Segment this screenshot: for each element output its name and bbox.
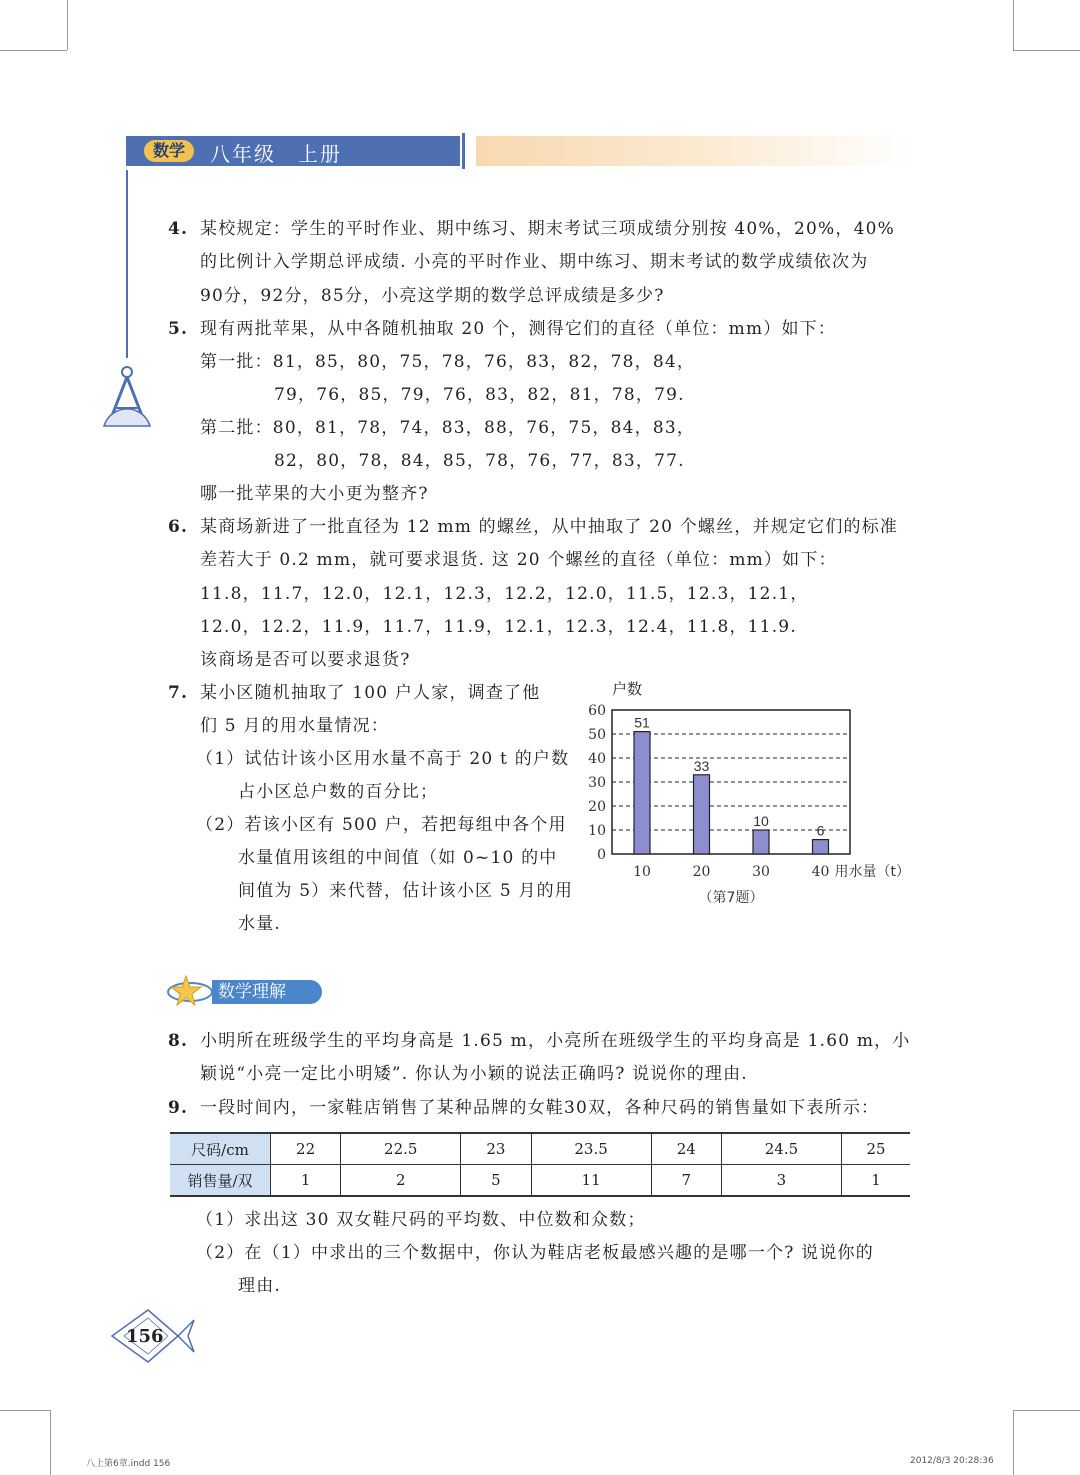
x-tick-label: 40 bbox=[811, 864, 830, 880]
y-tick-label: 40 bbox=[588, 751, 606, 767]
problem-4-line-3: 90分，92分，85分，小亮这学期的数学总评成绩是多少? bbox=[200, 286, 665, 306]
shoe-sales-table bbox=[170, 1132, 910, 1197]
crop-mark bbox=[1013, 1410, 1080, 1411]
table-cell: 3 bbox=[721, 1165, 841, 1197]
y-tick-label: 50 bbox=[588, 727, 606, 743]
bar bbox=[813, 840, 829, 854]
bar-value-label: 6 bbox=[816, 822, 825, 839]
problem-7-line-6: 水量值用该组的中间值（如 0~10 的中 bbox=[238, 848, 558, 868]
problem-9-line-1: 一段时间内，一家鞋店销售了某种品牌的女鞋30双，各种尺码的销售量如下表所示： bbox=[200, 1098, 880, 1118]
table-row bbox=[170, 1133, 910, 1165]
problem-4-line-2: 的比例计入学期总评成绩. 小亮的平时作业、期中练习、期末考试的数学成绩依次为 bbox=[200, 252, 869, 272]
problem-8-line-1: 小明所在班级学生的平均身高是 1.65 m，小亮所在班级学生的平均身高是 1.60 m，小 bbox=[200, 1031, 911, 1051]
crop-mark bbox=[1013, 0, 1014, 50]
table-row bbox=[170, 1165, 910, 1197]
table-cell: 25 bbox=[842, 1133, 910, 1165]
problem-8-line-2: 颖说“小亮一定比小明矮”. 你认为小颖的说法正确吗? 说说你的理由. bbox=[200, 1064, 748, 1084]
problem-5-line-2: 第一批：81，85，80，75，78，76，83，82，78，84， bbox=[200, 352, 696, 372]
problem-6-line-1: 某商场新进了一批直径为 12 mm 的螺丝，从中抽取了 20 个螺丝，并规定它们的标准 bbox=[200, 517, 899, 537]
table-cell: 7 bbox=[651, 1165, 721, 1197]
problem-7-line-1: 某小区随机抽取了 100 户人家，调查了他 bbox=[200, 683, 541, 703]
crop-mark bbox=[1013, 1410, 1014, 1475]
table-cell: 23.5 bbox=[531, 1133, 651, 1165]
bar bbox=[694, 775, 710, 854]
row-header-count: 销售量/双 bbox=[170, 1165, 271, 1197]
row-header-size: 尺码/cm bbox=[170, 1133, 271, 1165]
problem-7-line-3: （1）试估计该小区用水量不高于 20 t 的户数 bbox=[196, 749, 570, 769]
table-cell: 2 bbox=[341, 1165, 461, 1197]
crop-mark bbox=[0, 50, 67, 51]
problem-9-sub-2: （2）在（1）中求出的三个数据中，你认为鞋店老板最感兴趣的是哪一个? 说说你的 bbox=[196, 1243, 874, 1263]
problem-9-sub-1: （1）求出这 30 双女鞋尺码的平均数、中位数和众数； bbox=[196, 1210, 646, 1230]
crop-mark bbox=[50, 1410, 51, 1475]
table-cell: 5 bbox=[461, 1165, 531, 1197]
problem-5-number: 5. bbox=[168, 319, 189, 339]
y-tick-label: 10 bbox=[588, 823, 606, 839]
table-cell: 1 bbox=[842, 1165, 910, 1197]
problem-8-number: 8. bbox=[168, 1031, 189, 1051]
y-tick-label: 0 bbox=[597, 847, 606, 863]
problem-7-line-7: 间值为 5）来代替，估计该小区 5 月的用 bbox=[238, 881, 574, 901]
x-tick-label: 20 bbox=[692, 864, 711, 880]
table-cell: 11 bbox=[531, 1165, 651, 1197]
problem-7-line-8: 水量. bbox=[238, 914, 282, 934]
header-separator bbox=[462, 133, 465, 169]
section-title: 数学理解 bbox=[212, 980, 322, 1004]
problem-9-sub-3: 理由. bbox=[238, 1276, 282, 1296]
problem-7-line-5: （2）若该小区有 500 户，若把每组中各个用 bbox=[196, 815, 567, 835]
problem-6-line-2: 差若大于 0.2 mm，就可要求退货. 这 20 个螺丝的直径（单位：mm）如下： bbox=[200, 550, 837, 570]
problem-6-line-4: 12.0，12.2，11.9，11.7，11.9，12.1，12.3，12.4，11.8，11.9. bbox=[200, 617, 797, 637]
bar-value-label: 33 bbox=[693, 757, 710, 774]
problem-5-line-1: 现有两批苹果，从中各随机抽取 20 个，测得它们的直径（单位：mm）如下： bbox=[200, 319, 837, 339]
table-cell: 23 bbox=[461, 1133, 531, 1165]
y-axis-label: 户数 bbox=[612, 680, 643, 698]
water-usage-chart bbox=[580, 676, 920, 912]
problem-5-line-4: 第二批：80，81，78，74，83，88，76，75，84，83， bbox=[200, 418, 696, 438]
crop-mark bbox=[0, 1410, 50, 1411]
subject-badge: 数学 bbox=[144, 140, 194, 162]
problem-7-line-2: 们 5 月的用水量情况： bbox=[200, 716, 390, 736]
crop-mark bbox=[67, 0, 68, 50]
table-cell: 22.5 bbox=[341, 1133, 461, 1165]
footer-timestamp: 2012/8/3 20:28:36 bbox=[910, 1456, 994, 1466]
bar bbox=[634, 732, 650, 854]
table-cell: 24 bbox=[651, 1133, 721, 1165]
table-cell: 24.5 bbox=[721, 1133, 841, 1165]
problem-7-number: 7. bbox=[168, 683, 189, 703]
problem-7-line-4: 占小区总户数的百分比； bbox=[238, 782, 439, 802]
page-number: 156 bbox=[126, 1326, 164, 1347]
bar bbox=[753, 830, 769, 854]
problem-5-line-3: 79，76，85，79，76，83，82，81，78，79. bbox=[274, 385, 685, 405]
y-tick-label: 60 bbox=[588, 703, 606, 719]
bar-value-label: 10 bbox=[753, 813, 769, 829]
problem-6-number: 6. bbox=[168, 517, 189, 537]
y-tick-label: 20 bbox=[588, 799, 606, 815]
star-orbit-icon bbox=[166, 972, 218, 1010]
compass-icon bbox=[100, 360, 154, 432]
problem-5-line-5: 82，80，78，84，85，78，76，77，83，77. bbox=[274, 451, 685, 471]
bar-value-label: 51 bbox=[634, 714, 650, 731]
crop-mark bbox=[1013, 50, 1080, 51]
x-axis-label: 用水量（t） bbox=[834, 864, 910, 880]
y-tick-label: 30 bbox=[588, 775, 606, 791]
chart-caption: （第7题） bbox=[698, 890, 764, 906]
table-cell: 1 bbox=[271, 1165, 341, 1197]
table-cell: 22 bbox=[271, 1133, 341, 1165]
problem-4-number: 4. bbox=[168, 219, 189, 239]
problem-4-line-1: 某校规定：学生的平时作业、期中练习、期末考试三项成绩分别按 40%，20%，40% bbox=[200, 219, 895, 239]
problem-6-line-5: 该商场是否可以要求退货? bbox=[200, 650, 411, 670]
margin-line bbox=[126, 170, 128, 358]
x-tick-label: 30 bbox=[752, 864, 770, 880]
problem-5-line-6: 哪一批苹果的大小更为整齐? bbox=[200, 484, 429, 504]
footer-filename: 八上第6章.indd 156 bbox=[86, 1459, 171, 1469]
problem-6-line-3: 11.8，11.7，12.0，12.1，12.3，12.2，12.0，11.5，12.3，12.1， bbox=[200, 584, 809, 604]
x-tick-label: 10 bbox=[633, 864, 651, 880]
problem-9-number: 9. bbox=[168, 1098, 189, 1118]
header-gradient bbox=[476, 136, 914, 166]
book-title: 八年级 上册 bbox=[210, 142, 342, 166]
